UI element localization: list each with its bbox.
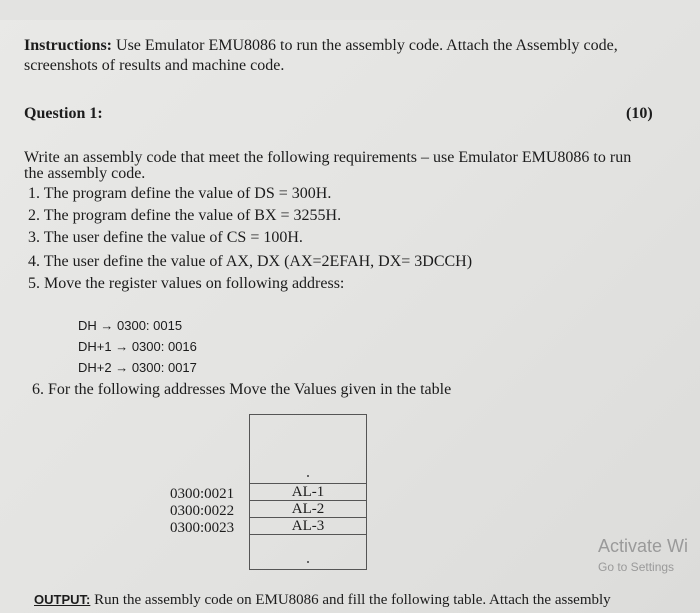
address-label: 0300:0021 [170, 486, 235, 502]
table-cell-empty [250, 415, 366, 484]
requirement-item: 3. The user define the value of CS = 100H. [28, 229, 303, 246]
question-intro-line-2: the assembly code. [24, 165, 146, 182]
requirement-item: 2. The program define the value of BX = 3255H. [28, 207, 342, 224]
table-cell-value: AL-2 [250, 501, 366, 518]
page-top-edge [0, 0, 700, 20]
address-label: 0300:0023 [170, 520, 235, 536]
table-cell-value: AL-3 [250, 518, 366, 535]
requirement-item: 4. The user define the value of AX, DX (AX=2EFAH, DX= 3DCCH) [28, 253, 473, 270]
output-instruction [34, 590, 611, 610]
output-text: Run the assembly code on EMU8086 and fill the following table. Attach the assembly [94, 592, 611, 608]
instructions-label: Instructions: [24, 37, 113, 54]
instructions-text: Use Emulator EMU8086 to run the assembly code. Attach the Assembly code, [116, 37, 618, 54]
move-instruction: DH → 0300: 0015 [78, 318, 183, 333]
instructions-line-2: screenshots of results and machine code. [24, 57, 285, 74]
question-intro-line-1: Write an assembly code that meet the following requirements – use Emulator EMU8086 to run [24, 149, 632, 166]
requirement-item: 1. The program define the value of DS = 300H. [28, 185, 332, 202]
requirement-item-6: 6. For the following addresses Move the Values given in the table [32, 381, 452, 398]
table-cell-empty [250, 535, 366, 569]
output-label: OUTPUT: [34, 592, 91, 607]
requirement-item: 5. Move the register values on following address: [28, 275, 345, 292]
question-marks: (10) [626, 105, 653, 122]
value-table [249, 414, 367, 570]
table-cell-value: AL-1 [250, 484, 366, 501]
move-instruction: DH+2 → 0300: 0017 [78, 360, 197, 375]
activate-windows-hint: Go to Settings [598, 560, 675, 574]
instructions-line-1 [24, 36, 618, 56]
address-label: 0300:0022 [170, 503, 235, 519]
question-title: Question 1: [24, 105, 103, 122]
activate-windows-watermark: Activate Wi [598, 536, 689, 556]
move-instruction: DH+1 → 0300: 0016 [78, 339, 197, 354]
